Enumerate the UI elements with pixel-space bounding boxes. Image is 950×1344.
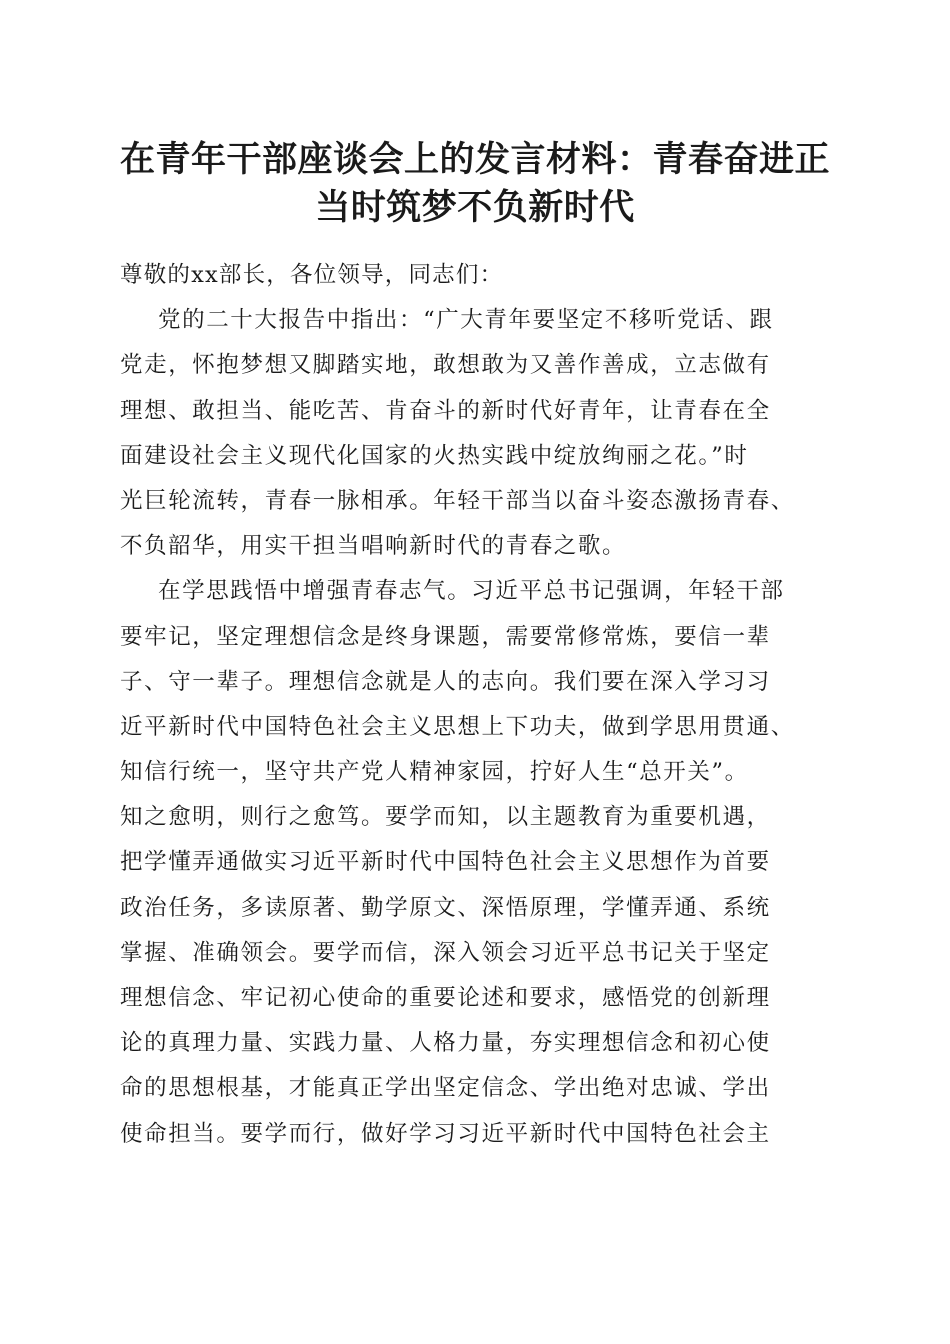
paragraph-line: 论的真理力量、实践力量、人格力量，夯实理想信念和初心使 — [120, 1030, 771, 1057]
paragraph-line: 光巨轮流转，青春一脉相承。年轻干部当以奋斗姿态激扬青春、 — [120, 487, 795, 514]
paragraph-2 — [120, 569, 830, 1156]
title-line-1: 在青年干部座谈会上的发言材料：青春奋进正 — [119, 139, 830, 180]
paragraph-line: 党走，怀抱梦想又脚踏实地，敢想敢为又善作善成，立志做有 — [120, 352, 771, 379]
paragraph-line: 近平新时代中国特色社会主义思想上下功夫，做到学思用贯通、 — [120, 713, 795, 740]
paragraph-line: 子、守一辈子。理想信念就是人的志向。我们要在深入学习习 — [120, 668, 771, 695]
paragraph-line: 在学思践悟中增强青春志气。习近平总书记强调，年轻干部 — [158, 578, 785, 605]
paragraph-line: 掌握、准确领会。要学而信，深入领会习近平总书记关于坚定 — [120, 939, 771, 966]
paragraph-line: 理想、敢担当、能吃苦、肯奋斗的新时代好青年，让青春在全 — [120, 397, 771, 424]
paragraph-line: 理想信念、牢记初心使命的重要论述和要求，感悟党的创新理 — [120, 985, 771, 1011]
paragraph-line: 政治任务，多读原著、勤学原文、深悟原理，学懂弄通、系统 — [120, 894, 771, 921]
paragraph-line: 使命担当。要学而行，做好学习习近平新时代中国特色社会主 — [120, 1120, 771, 1147]
paragraph-line: 党的二十大报告中指出：“广大青年要坚定不移听党话、跟 — [158, 307, 774, 334]
title-line-2: 当时筑梦不负新时代 — [315, 187, 635, 228]
paragraph-line: 要牢记，坚定理想信念是终身课题，需要常修常炼，要信一辈 — [120, 623, 771, 650]
paragraph-line: 知之愈明，则行之愈笃。要学而知，以主题教育为重要机遇， — [120, 804, 771, 831]
paragraph-line: 面建设社会主义现代化国家的火热实践中绽放绚丽之花。”时 — [120, 442, 749, 469]
paragraph-line: 知信行统一，坚守共产党人精神家园，拧好人生“总开关”。 — [120, 759, 749, 786]
paragraph-line: 不负韶华，用实干担当唱响新时代的青春之歌。 — [120, 533, 627, 560]
salutation: 尊敬的xx部长，各位领导，同志们： — [120, 262, 504, 288]
document-title — [110, 136, 840, 232]
paragraph-line: 把学懂弄通做实习近平新时代中国特色社会主义思想作为首要 — [120, 849, 771, 876]
paragraph-1 — [120, 298, 830, 569]
paragraph-line: 命的思想根基，才能真正学出坚定信念、学出绝对忠诚、学出 — [120, 1075, 771, 1102]
document-body — [120, 253, 830, 1157]
